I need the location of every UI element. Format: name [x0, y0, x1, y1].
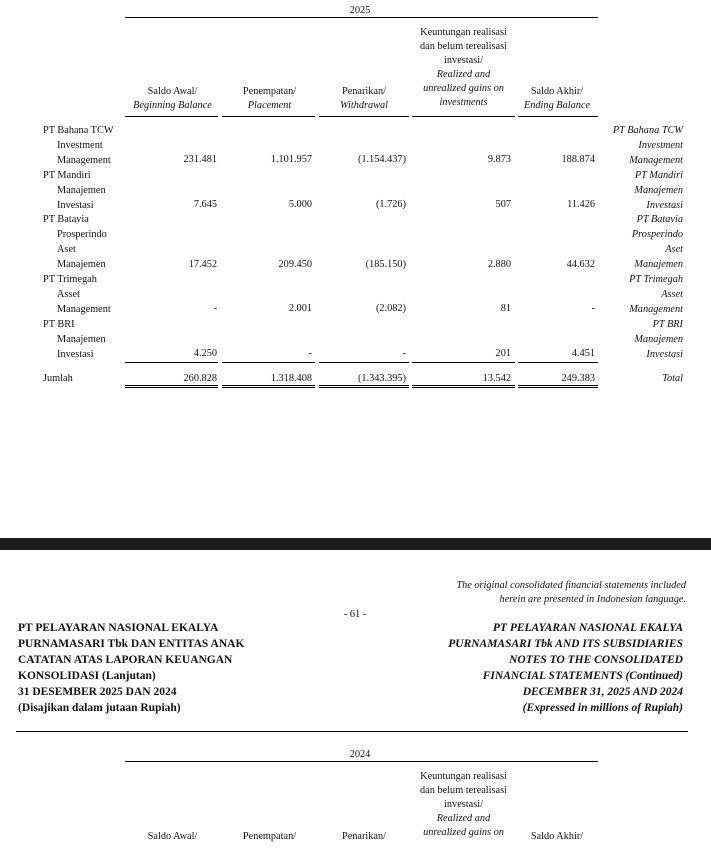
total-label-id: Jumlah — [43, 373, 73, 384]
cell-saldo-awal: 231.481 — [183, 154, 217, 165]
row-label-en: PT Bahana TCW Investment Management — [612, 125, 683, 166]
cell-saldo-akhir: 11.426 — [567, 199, 595, 210]
subtotal-rule — [518, 362, 598, 363]
subtotal-rule — [319, 362, 409, 363]
total-penarikan: (1.343.395) — [357, 373, 406, 384]
header-rule — [319, 116, 409, 117]
cell-penarikan: - — [402, 348, 406, 359]
header-saldo-akhir: Saldo Akhir/ Ending Balance — [523, 86, 591, 111]
cell-penarikan: (2.082) — [375, 303, 406, 314]
total-double-rule — [412, 385, 515, 388]
cell-keuntungan: 81 — [500, 303, 511, 314]
cell-penempatan: - — [308, 348, 312, 359]
cell-saldo-akhir: 44.632 — [566, 259, 595, 270]
subtotal-rule — [125, 362, 218, 363]
total-double-rule — [125, 385, 218, 388]
header-penempatan: Penempatan/ — [242, 831, 297, 842]
row-label-en: PT Batavia Prosperindo Aset Manajemen — [631, 214, 683, 270]
header-saldo-awal: Saldo Awal/ Beginning Balance — [133, 86, 212, 111]
year-2025: 2025 — [349, 5, 371, 16]
cell-saldo-awal: 17.452 — [188, 259, 217, 270]
total-label-en: Total — [662, 373, 683, 384]
cell-saldo-akhir: - — [591, 303, 595, 314]
cell-penempatan: 5.000 — [288, 199, 312, 210]
header-rule — [125, 116, 218, 117]
row-label-en: PT Mandiri Manajemen Investasi — [634, 170, 683, 211]
header-divider — [16, 731, 688, 732]
cell-saldo-akhir: 188.874 — [561, 154, 595, 165]
total-saldo-awal: 260.828 — [183, 373, 217, 384]
header-penempatan: Penempatan/ Placement — [242, 86, 297, 111]
cell-saldo-akhir: 4.451 — [571, 348, 595, 359]
year-2024: 2024 — [349, 749, 371, 760]
company-title-id: PT PELAYARAN NASIONAL EKALYA PURNAMASARI Tbk DAN ENTITAS ANAK CATATAN ATAS LAPORAN KEUANGAN KONSOLIDASI (Lanjutan) 31 DESEMBER 2025 DAN 2024 (Disajikan dalam jutaan Rupiah) — [18, 622, 245, 714]
header-saldo-awal: Saldo Awal/ — [147, 831, 198, 842]
year-underline — [125, 761, 598, 762]
cell-penarikan: (1.154.437) — [357, 154, 406, 165]
row-label-id: PT Trimegah Asset Management — [43, 274, 111, 315]
total-double-rule — [518, 385, 598, 388]
total-double-rule — [319, 385, 409, 388]
cell-saldo-awal: - — [213, 303, 217, 314]
company-title-en: PT PELAYARAN NASIONAL EKALYA PURNAMASARI Tbk AND ITS SUBSIDIARIES NOTES TO THE CONSOLIDATED FINANCIAL STATEMENTS (Continued) DECEMBER 31, 2025 AND 2024 (Expressed in millions of Rupiah) — [448, 622, 683, 714]
header-keuntungan: Keuntungan realisasi dan belum terealisasi investasi/ Realized and unrealized gains on investments — [420, 27, 507, 108]
cell-penempatan: 1.101.957 — [270, 154, 312, 165]
row-label-en: PT BRI Manajemen Investasi — [634, 319, 683, 360]
cell-penarikan: (1.726) — [375, 199, 406, 210]
year-underline — [125, 17, 598, 18]
page-break-band — [0, 538, 711, 550]
cell-saldo-awal: 7.645 — [193, 199, 217, 210]
header-saldo-akhir: Saldo Akhir/ — [530, 831, 584, 842]
header-penarikan: Penarikan/ Withdrawal — [339, 86, 389, 111]
subtotal-rule — [222, 362, 315, 363]
row-label-id: PT BRI Manajemen Investasi — [43, 319, 106, 360]
row-label-id: PT Bahana TCW Investment Management — [43, 125, 114, 166]
cell-keuntungan: 2.880 — [487, 259, 511, 270]
row-label-en: PT Trimegah Asset Management — [629, 274, 683, 315]
cell-keuntungan: 9.873 — [487, 154, 511, 165]
header-keuntungan: Keuntungan realisasi dan belum terealisasi investasi/ Realized and unrealized gains on — [420, 771, 507, 838]
cell-saldo-awal: 4.250 — [193, 348, 217, 359]
page-number: - 61 - — [343, 609, 367, 620]
header-rule — [412, 116, 515, 117]
cell-penarikan: (185.150) — [365, 259, 406, 270]
total-penempatan: 1.318.408 — [270, 373, 312, 384]
total-saldo-akhir: 249.383 — [561, 373, 595, 384]
original-language-note: The original consolidated financial statements included herein are presented in Indonesian language. — [456, 580, 686, 605]
header-rule — [222, 116, 315, 117]
row-label-id: PT Mandiri Manajemen Investasi — [43, 170, 106, 211]
cell-penempatan: 2.001 — [288, 303, 312, 314]
cell-keuntungan: 507 — [495, 199, 511, 210]
cell-penempatan: 209.450 — [278, 259, 312, 270]
total-keuntungan: 13.542 — [482, 373, 511, 384]
row-label-id: PT Batavia Prosperindo Aset Manajemen — [43, 214, 107, 270]
subtotal-rule — [412, 362, 515, 363]
header-rule — [518, 116, 598, 117]
total-double-rule — [222, 385, 315, 388]
header-penarikan: Penarikan/ — [341, 831, 387, 842]
cell-keuntungan: 201 — [495, 348, 511, 359]
